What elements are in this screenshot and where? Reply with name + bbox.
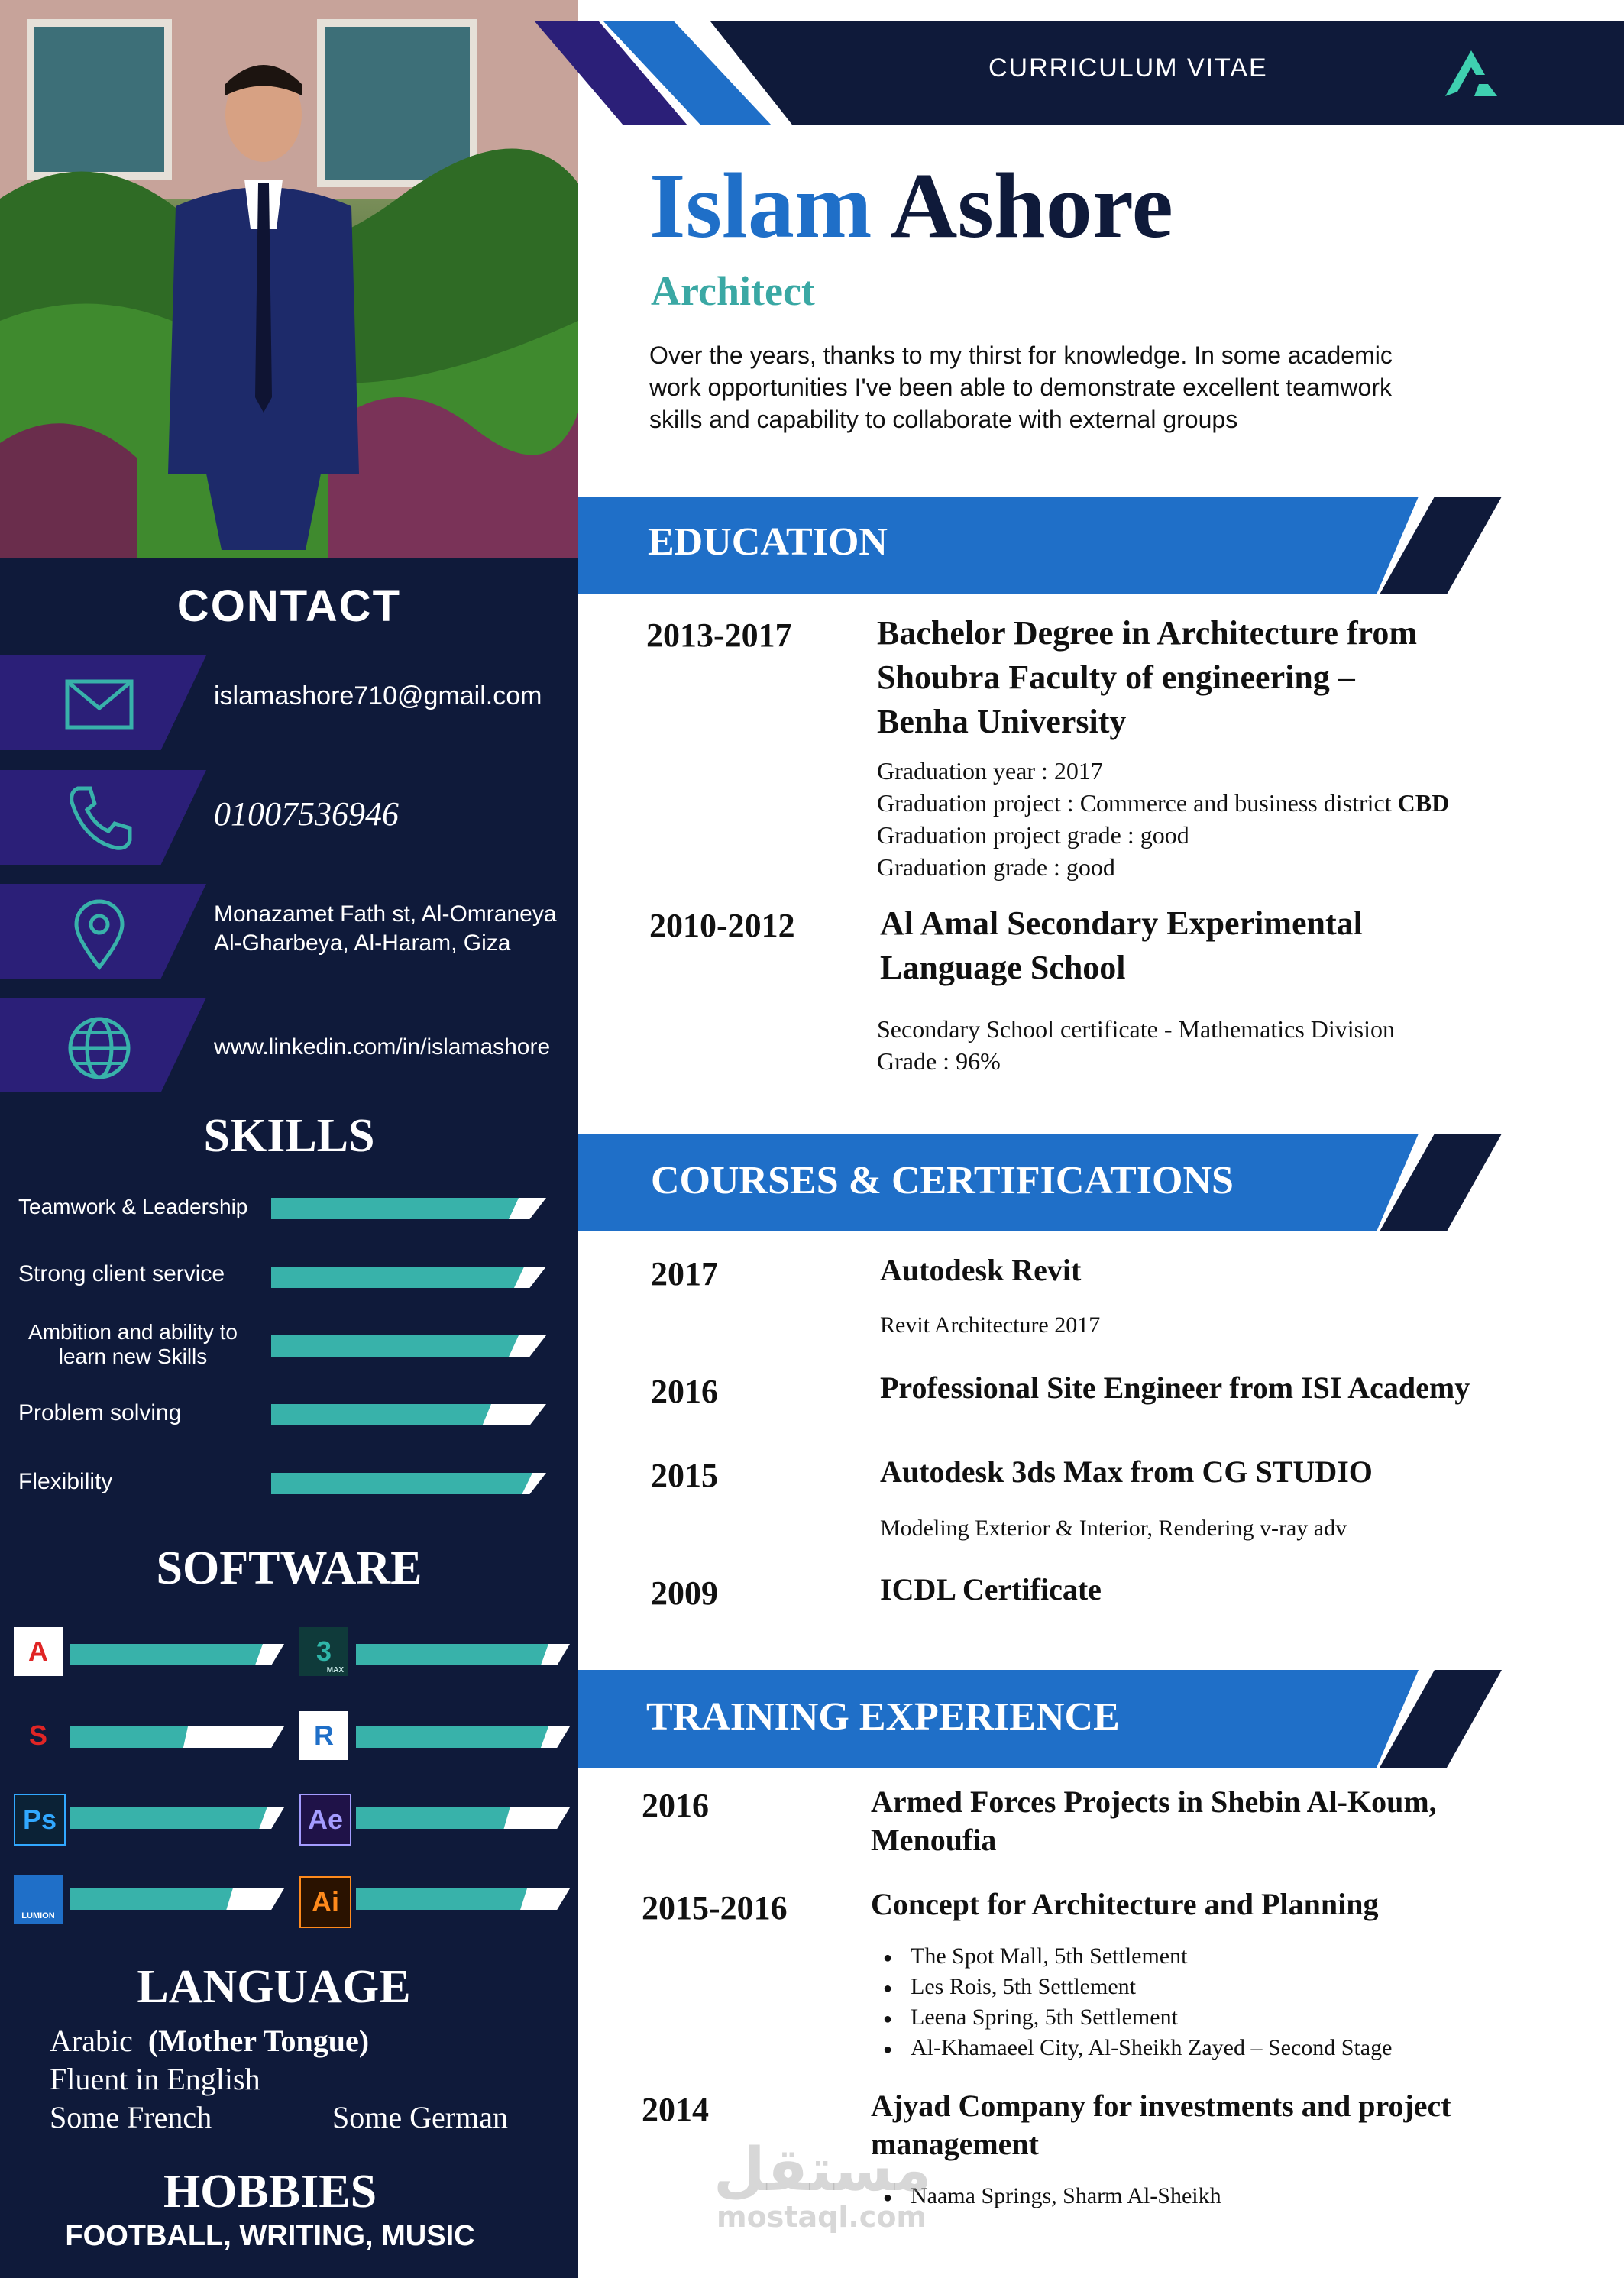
software-heading: SOFTWARE (156, 1542, 422, 1594)
summary-line: Over the years, thanks to my thirst for knowledge. In some academic (649, 341, 1393, 369)
course-year: 2016 (651, 1373, 718, 1410)
software-bar (356, 1644, 570, 1665)
education-detail: Graduation project grade : good (877, 821, 1189, 849)
profile-photo (0, 0, 578, 558)
education-detail: Secondary School certificate - Mathematics Division (877, 1015, 1396, 1043)
software-bar-fill (70, 1726, 188, 1748)
skill-bar (271, 1404, 546, 1425)
list-item: ● The Spot Mall, 5th Settlement (883, 1942, 1392, 1972)
software-bar (356, 1807, 570, 1829)
education-title-line: Bachelor Degree in Architecture from (877, 614, 1418, 652)
education-year: 2010-2012 (649, 907, 795, 944)
training-title (871, 2087, 1451, 2163)
training-project-list (883, 2182, 1221, 2212)
education-title (877, 611, 1417, 744)
software-bar-fill (70, 1807, 267, 1829)
training-title: Concept for Architecture and Planning (871, 1887, 1379, 1921)
software-bar-fill (70, 1888, 233, 1910)
education-title-line: Shoubra Faculty of engineering – (877, 658, 1355, 696)
course-detail: Modeling Exterior & Interior, Rendering v-ray adv (880, 1516, 1347, 1541)
skill-label: Flexibility (18, 1469, 113, 1494)
skill-bar-fill (271, 1404, 491, 1425)
education-details (877, 755, 1449, 883)
first-name: Islam (649, 154, 872, 257)
illustrator-icon: Ai (299, 1876, 351, 1928)
hobbies-heading: HOBBIES (163, 2166, 377, 2218)
watermark-arabic: مستقل (713, 2136, 932, 2205)
summary-line: work opportunities I've been able to demonstrate excellent teamwork (649, 374, 1392, 401)
logo-icon (1441, 46, 1502, 99)
education-year: 2013-2017 (646, 616, 792, 654)
course-year: 2017 (651, 1255, 718, 1293)
training-heading: TRAINING EXPERIENCE (646, 1695, 1120, 1739)
language-french: Some French (50, 2100, 212, 2134)
phone-number[interactable]: 01007536946 (214, 795, 399, 833)
lumion-icon: LUMION (14, 1875, 63, 1924)
watermark-latin: mostaql.com (717, 2200, 927, 2234)
training-title-line: Ajyad Company for investments and project (871, 2089, 1451, 2123)
training-title-line: Menoufia (871, 1823, 997, 1857)
education-title-line: Al Amal Secondary Experimental (880, 904, 1363, 942)
skill-bar-fill (271, 1473, 532, 1494)
course-title: Professional Site Engineer from ISI Academy (880, 1370, 1470, 1405)
skill-bar-fill (271, 1335, 519, 1357)
skill-label: Problem solving (18, 1400, 182, 1425)
education-detail: Graduation year : 2017 (877, 757, 1103, 785)
address-line-1: Monazamet Fath st, Al-Omraneya (214, 901, 557, 927)
summary-line: skills and capability to collaborate with external groups (649, 406, 1238, 433)
software-bar-fill (356, 1644, 548, 1665)
job-title: Architect (651, 268, 815, 314)
skill-bar (271, 1267, 546, 1288)
skill-label: Strong client service (18, 1261, 225, 1286)
language-arabic-note: (Mother Tongue) (147, 2024, 370, 2058)
training-title-line: Armed Forces Projects in Shebin Al-Koum, (871, 1785, 1437, 1819)
training-title (871, 1783, 1437, 1859)
profile-photo-art (0, 0, 578, 558)
full-name (649, 154, 1173, 257)
training-year: 2016 (642, 1787, 709, 1824)
software-bar-fill (356, 1726, 548, 1748)
training-project-list (883, 1942, 1392, 2064)
education-title (880, 901, 1363, 990)
address-line-2: Al-Gharbeya, Al-Haram, Giza (214, 930, 511, 956)
education-heading: EDUCATION (648, 520, 888, 564)
education-detail-text: Graduation project : Commerce and business district (877, 789, 1398, 817)
education-detail: Grade : 96% (877, 1047, 1001, 1075)
hobbies-text: FOOTBALL, WRITING, MUSIC (65, 2220, 475, 2252)
training-year: 2015-2016 (642, 1889, 788, 1927)
software-bar-fill (70, 1644, 263, 1665)
autocad-icon: A (14, 1627, 63, 1676)
linkedin-link[interactable]: www.linkedin.com/in/islamashore (214, 1034, 551, 1060)
course-year: 2015 (651, 1457, 718, 1494)
list-item: ● Al-Khamaeel City, Al-Sheikh Zayed – Second Stage (883, 2034, 1392, 2064)
revit-icon: R (299, 1711, 348, 1760)
skill-bar-fill (271, 1198, 519, 1219)
cv-label: CURRICULUM VITAE (988, 53, 1268, 83)
skill-bar (271, 1198, 546, 1219)
skills-heading: SKILLS (203, 1110, 375, 1162)
courses-heading: COURSES & CERTIFICATIONS (651, 1159, 1234, 1202)
3dsmax-icon (299, 1627, 348, 1676)
phone-icon (61, 779, 137, 856)
language-heading: LANGUAGE (137, 1961, 411, 2013)
training-title-line: management (871, 2127, 1039, 2161)
software-bar (70, 1726, 284, 1748)
training-year: 2014 (642, 2091, 709, 2128)
course-detail: Revit Architecture 2017 (880, 1312, 1101, 1338)
education-title-line: Language School (880, 949, 1126, 986)
list-item: ● Les Rois, 5th Settlement (883, 1972, 1392, 2003)
aftereffects-icon: Ae (299, 1794, 351, 1846)
software-bar (70, 1888, 284, 1910)
software-bar (70, 1807, 284, 1829)
location-pin-icon (61, 895, 137, 972)
software-bar-fill (356, 1807, 510, 1829)
education-detail-bold: CBD (1397, 789, 1450, 817)
skill-label-line-2: learn new Skills (58, 1344, 208, 1368)
photoshop-icon: Ps (14, 1794, 66, 1846)
course-title: ICDL Certificate (880, 1572, 1102, 1607)
contact-heading: CONTACT (176, 581, 402, 631)
software-bar (70, 1644, 284, 1665)
skill-label-line-1: Ambition and ability to (28, 1320, 238, 1344)
summary (649, 339, 1393, 435)
education-detail: Graduation grade : good (877, 853, 1115, 881)
software-bar (356, 1726, 570, 1748)
3dsmax-glyph: 3 (315, 1636, 332, 1667)
3dsmax-caption: MAX (326, 1666, 344, 1675)
skill-label: Teamwork & Leadership (18, 1195, 248, 1218)
envelope-icon (61, 666, 137, 743)
language-arabic-label: Arabic (50, 2024, 133, 2058)
skill-bar-fill (271, 1267, 524, 1288)
globe-icon (61, 1010, 137, 1086)
language-arabic (50, 2023, 369, 2059)
sketchup-icon: S (14, 1711, 63, 1760)
education-details (877, 1013, 1395, 1077)
course-year: 2009 (651, 1574, 718, 1612)
language-english: Fluent in English (50, 2062, 260, 2096)
address-text (214, 900, 557, 958)
education-title-line: Benha University (877, 703, 1127, 740)
skill-label (18, 1320, 247, 1369)
list-item: ● Leena Spring, 5th Settlement (883, 2003, 1392, 2034)
software-bar-fill (356, 1888, 527, 1910)
course-title: Autodesk Revit (880, 1253, 1082, 1287)
skill-bar (271, 1473, 546, 1494)
skill-bar (271, 1335, 546, 1357)
software-bar (356, 1888, 570, 1910)
list-item: ● Naama Springs, Sharm Al-Sheikh (883, 2182, 1221, 2212)
email-link[interactable]: islamashore710@gmail.com (214, 681, 542, 710)
education-detail (877, 787, 1449, 819)
language-german: Some German (332, 2100, 508, 2134)
course-title: Autodesk 3ds Max from CG STUDIO (880, 1454, 1373, 1489)
last-name: Ashore (890, 154, 1173, 257)
